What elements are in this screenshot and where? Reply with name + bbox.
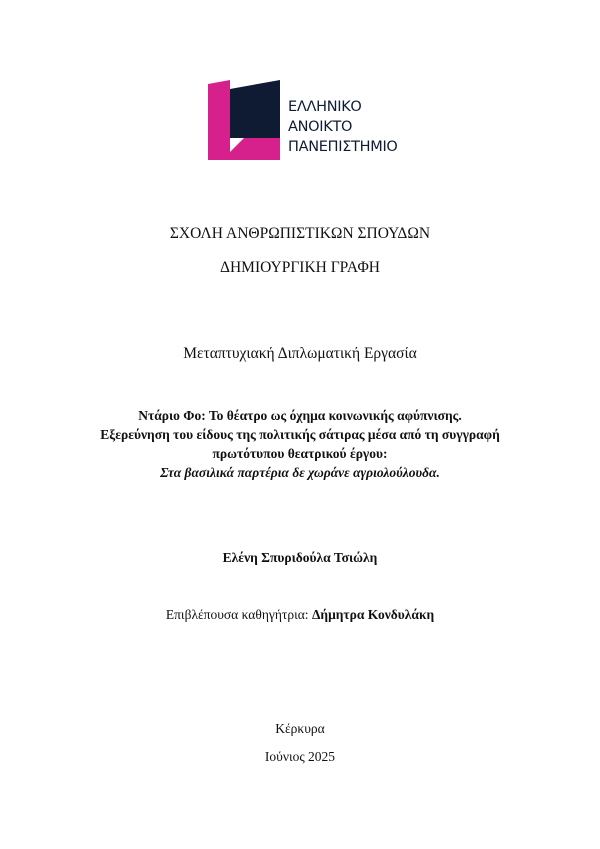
author-name: Ελένη Σπυριδούλα Τσιώλη — [222, 550, 378, 565]
supervisor-name: Δήμητρα Κονδυλάκη — [311, 607, 435, 622]
university-logo-mark — [208, 80, 280, 160]
university-logo — [208, 80, 408, 162]
date: Ιούνιος 2025 — [264, 749, 336, 764]
university-logo-text — [288, 97, 398, 157]
school-name: ΣΧΟΛΗ ΑΝΘΡΩΠΙΣΤΙΚΩΝ ΣΠΟΥΔΩΝ — [169, 225, 431, 242]
city: Κέρκυρα — [275, 721, 325, 736]
logo-line-1: ΕΛΛΗΝΙΚΟ — [288, 99, 362, 115]
supervisor — [0, 607, 600, 623]
logo-line-2: ΑΝΟΙΚΤΟ — [288, 119, 353, 135]
thesis-title — [0, 406, 600, 482]
title-line-2: Εξερεύνηση του είδους της πολιτικής σάτιρας μέσα από τη συγγραφή — [100, 427, 500, 442]
thesis-type: Μεταπτυχιακή Διπλωματική Εργασία — [183, 345, 417, 362]
program-name: ΔΗΜΙΟΥΡΓΙΚΗ ΓΡΑΦΗ — [220, 259, 380, 276]
title-line-4: Στα βασιλικά παρτέρια δε χωράνε αγριολούλουδα. — [160, 465, 440, 480]
title-line-1: Ντάριο Φο: Το θέατρο ως όχημα κοινωνικής αφύπνισης. — [138, 408, 462, 423]
title-line-3: πρωτότυπου θεατρικού έργου: — [212, 446, 388, 461]
logo-line-3: ΠΑΝΕΠΙΣΤΗΜΙΟ — [288, 139, 398, 155]
supervisor-label: Επιβλέπουσα καθηγήτρια: — [165, 607, 309, 622]
